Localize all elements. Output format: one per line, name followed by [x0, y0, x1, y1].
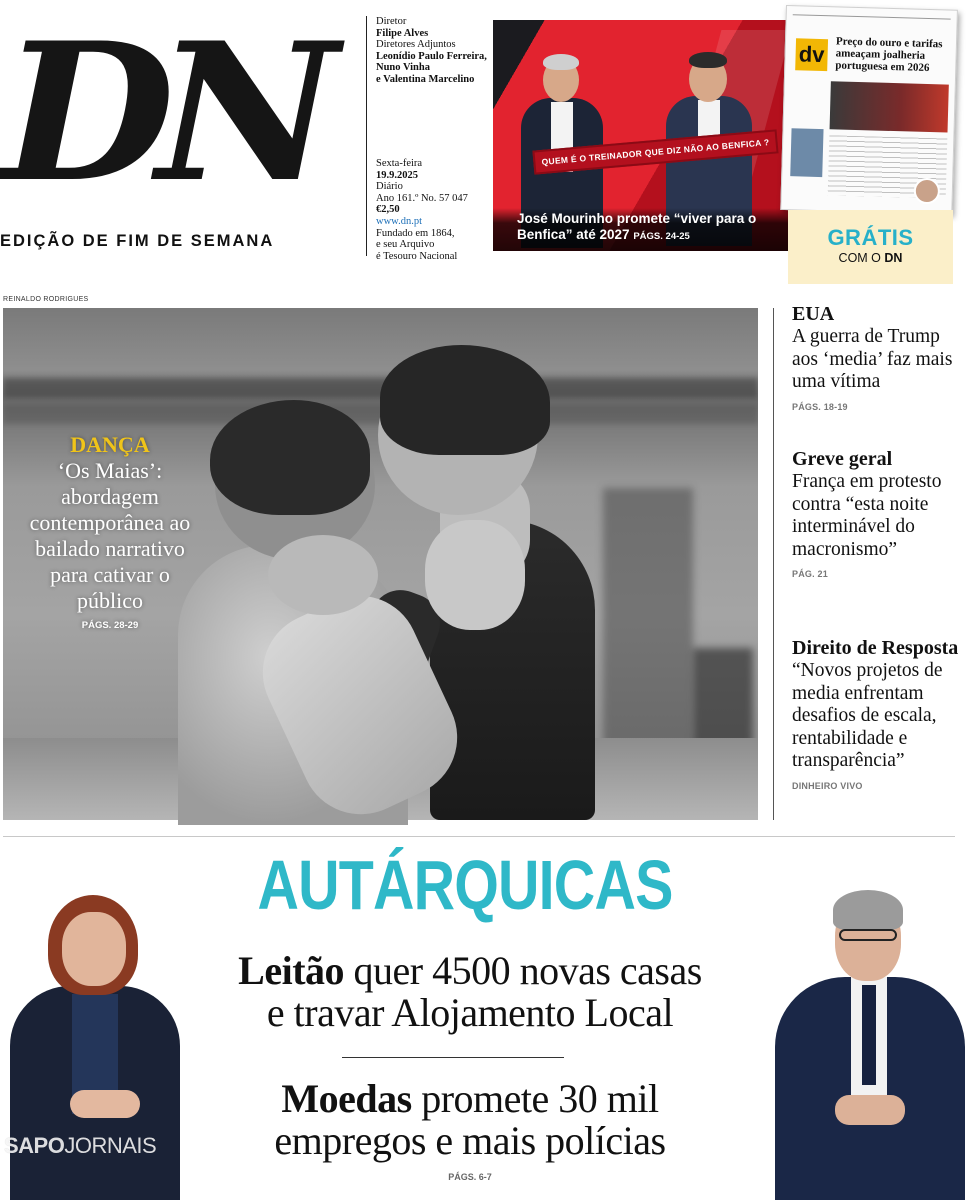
side-story-headline: A guerra de Trump aos ‘media’ faz mais uma vítima: [792, 326, 953, 393]
supplement-column: [793, 80, 825, 81]
male-dancer-hair: [210, 400, 370, 515]
deputy-name: Leonídio Paulo Ferreira,: [376, 50, 487, 62]
leitao-headline-a: quer 4500 novas casas: [344, 948, 702, 993]
supplement-photo: [830, 81, 949, 132]
side-story-headline: “Novos projetos de media enfrentam desafios de escala, rentabilidade e transparência”: [792, 660, 943, 772]
masthead-divider: [366, 16, 367, 256]
moedas-hair: [833, 890, 903, 930]
watermark-bold: SAPO: [4, 1133, 65, 1158]
side-story-pages: PÁG. 21: [792, 569, 828, 580]
leitao-face: [62, 912, 126, 986]
supplement-headline: Preço do ouro e tarifas ameaçam joalheria portuguesa em 2026: [835, 35, 943, 75]
side-story-eua[interactable]: [792, 303, 962, 413]
issue-date: 19.9.2025: [376, 169, 418, 181]
issue-price: €2,50: [376, 204, 400, 216]
free-sub-brand: DN: [884, 251, 903, 265]
moedas-headline-a: promete 30 mil: [411, 1076, 659, 1121]
cover-topline: [793, 14, 951, 19]
dance-kicker: DANÇA: [70, 432, 150, 457]
side-story-resposta[interactable]: [792, 637, 962, 792]
issue-info: [376, 158, 488, 262]
watermark-light: JORNAIS: [64, 1133, 157, 1158]
moedas-name: Moedas: [281, 1076, 412, 1121]
autarquicas-pages: PÁGS. 6-7: [448, 1172, 492, 1182]
free-supplement-badge: [788, 210, 953, 284]
leitao-headline[interactable]: [160, 950, 780, 1034]
promo-caption-text: José Mourinho promete “viver para o Benfica” até 2027: [517, 211, 757, 242]
staff-box: [376, 16, 488, 86]
columnist-avatar: [914, 178, 941, 205]
free-sub-prefix: COM O: [838, 251, 881, 265]
edition-label: EDIÇÃO DE FIM DE SEMANA: [0, 232, 275, 250]
issue-weekday: Sexta-feira: [376, 158, 423, 169]
leitao-name: Leitão: [238, 948, 345, 993]
column-divider: [773, 308, 774, 820]
deputy-name: e Valentina Marcelino: [376, 73, 475, 85]
website-link[interactable]: www.dn.pt: [376, 215, 422, 227]
side-story-pages: DINHEIRO VIVO: [792, 780, 863, 791]
female-dancer-hair: [380, 345, 550, 455]
side-story-headline: França em protesto contra “esta noite interminável do macronismo”: [792, 471, 942, 560]
deputies-label: Diretores Adjuntos: [376, 39, 456, 51]
moedas-glasses: [839, 929, 897, 941]
moedas-tie: [862, 985, 876, 1085]
founded-note: Fundado em 1864,: [376, 227, 455, 239]
promo-caption: [493, 208, 790, 251]
side-story-kicker: Direito de Resposta: [792, 637, 959, 659]
free-sub-label: [788, 250, 953, 266]
dance-story[interactable]: [20, 432, 200, 632]
supplement-portrait: [790, 128, 823, 177]
moedas-hands: [835, 1095, 905, 1125]
free-label: GRÁTIS: [827, 225, 914, 250]
female-dancer-hand: [425, 520, 525, 630]
dinheiro-vivo-cover[interactable]: [780, 5, 958, 215]
leitao-hands: [70, 1090, 140, 1118]
photo-credit: REINALDO RODRIGUES: [3, 296, 89, 303]
dn-logo[interactable]: [0, 1, 340, 224]
benfica-scarf: QUEM É O TREINADOR QUE DIZ NÃO AO BENFICA ?: [532, 129, 778, 174]
dance-headline: ‘Os Maias’: abordagem contemporânea ao bailado narrativo para cativar o público: [29, 458, 191, 613]
moedas-photo: [775, 885, 965, 1200]
director-label: Diretor: [376, 16, 407, 27]
headline-divider: [342, 1057, 564, 1058]
section-divider: [3, 836, 955, 837]
director-name: Filipe Alves: [376, 27, 429, 39]
mourinho-promo[interactable]: [493, 20, 790, 251]
deputy-name: Nuno Vinha: [376, 62, 430, 74]
dance-pages: PÁGS. 28-29: [81, 620, 139, 631]
autarquicas-title: AUTÁRQUICAS: [257, 846, 673, 924]
promo-pages: PÁGS. 24-25: [633, 231, 690, 242]
side-story-kicker: EUA: [792, 303, 835, 325]
dn-logo-text: DN: [2, 1, 320, 224]
archive-note-2: é Tesouro Nacional: [376, 250, 458, 262]
male-dancer-hand: [268, 535, 378, 615]
side-story-pages: PÁGS. 18-19: [792, 401, 848, 412]
moedas-headline[interactable]: [160, 1078, 780, 1162]
moedas-headline-b: empregos e mais polícias: [274, 1118, 666, 1163]
archive-note: e seu Arquivo: [376, 239, 435, 251]
sapo-jornais-watermark: [4, 1133, 156, 1159]
dinheiro-vivo-logo: dv: [795, 38, 828, 71]
leitao-headline-b: e travar Alojamento Local: [266, 990, 674, 1035]
issue-frequency: Diário: [376, 181, 403, 193]
side-story-greve[interactable]: [792, 448, 962, 580]
issue-number: Ano 161.º No. 57 047: [376, 192, 468, 204]
side-story-kicker: Greve geral: [792, 448, 893, 470]
